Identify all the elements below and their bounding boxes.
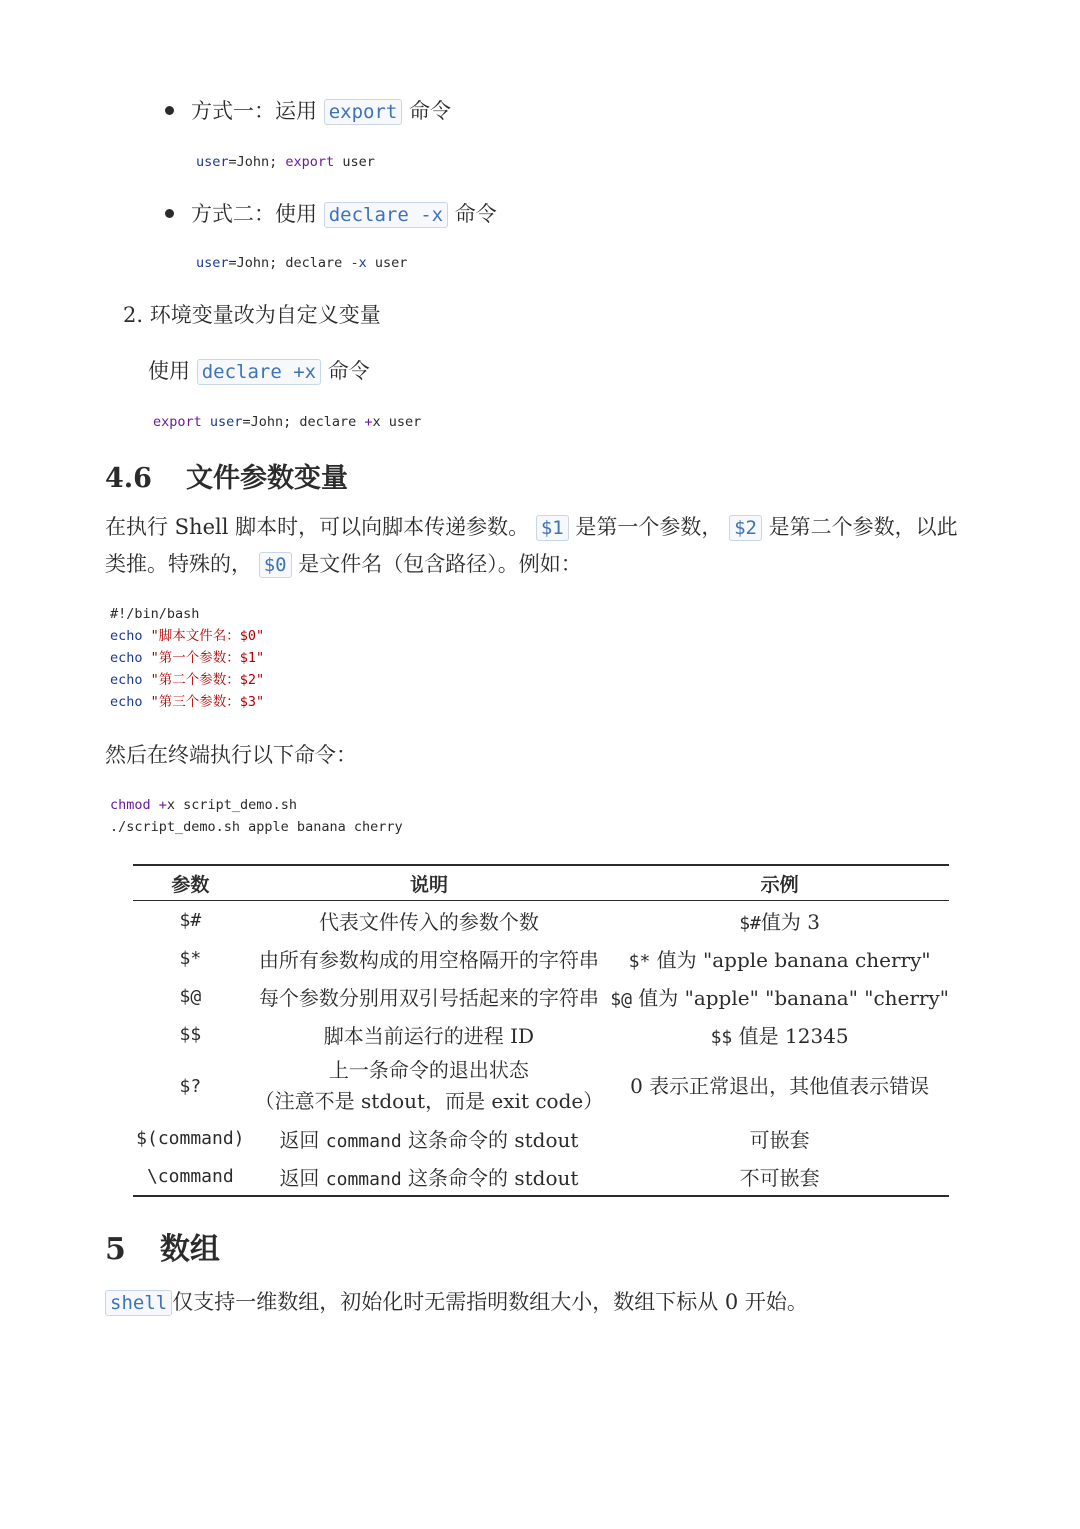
code-token: user [334,154,375,170]
bullet-dot [165,106,174,115]
code-token: -x [350,255,367,271]
line-suffix: 命令 [327,359,370,383]
code-token: + [150,797,167,813]
section-title: 文件参数变量 [185,463,348,494]
desc-cell: 脚本当前运行的进程 ID [323,1023,535,1048]
parameter-table [133,864,949,1197]
desc-cell: 代表文件传入的参数个数 [318,909,539,934]
code-token: user [196,255,229,271]
code-token: =John; [228,154,286,170]
code-token: echo [110,672,143,688]
example-cell: 可嵌套 [749,1127,810,1152]
example-cell: 0 表示正常退出，其他值表示错误 [630,1073,930,1098]
desc-code: command [325,1130,402,1152]
script-code-block [110,603,264,713]
desc-code: command [325,1168,402,1190]
param-cell: $(command) [136,1127,245,1149]
para-text: 仅支持一维数组，初始化时无需指明数组大小，数组下标从 0 开始。 [172,1290,808,1314]
chapter-title: 数组 [159,1232,220,1267]
code-string: "第一个参数：$1" [150,650,265,666]
code-token: =John; declare [242,414,365,430]
env-to-custom-code-block [153,411,421,433]
param-cell: $? [179,1075,202,1097]
code-token: chmod [110,797,151,813]
example-cell [610,901,949,940]
para-text: 类推。特殊的， [105,552,252,576]
desc-text: 返回 [279,1165,326,1190]
dollar-0-code: $0 [259,552,292,578]
code-token [202,414,210,430]
code-token: echo [110,694,143,710]
code-line [110,625,264,647]
code-line [110,669,264,691]
param-cell: \command [133,1157,248,1196]
method2-prefix: 方式二：使用 [191,202,317,226]
declare-plus-line [148,356,370,387]
example-code: $# [739,912,761,934]
example-code: $$ [710,1026,733,1048]
column-header: 说明 [248,865,611,901]
code-token: user [366,255,408,271]
chapter-number: 5 [105,1232,126,1267]
desc-text: 这条命令的 stdout [401,1165,579,1190]
code-token: + [364,414,373,430]
example-cell: 不可嵌套 [610,1157,949,1196]
code-line: ./script_demo.sh apple banana cherry [110,819,403,835]
bullet-dot [165,209,174,218]
code-line [110,691,264,713]
code-token: x script_demo.sh [166,797,297,813]
example-cell [610,977,949,1015]
table-row [133,977,949,1015]
table-row [133,939,949,977]
array-paragraph [105,1287,808,1318]
example-cell [610,939,949,977]
table-header-row [133,865,949,901]
code-token: echo [110,650,143,666]
code-token: user [209,414,243,430]
column-header: 参数 [133,865,248,901]
desc-text: 这条命令的 stdout [401,1127,579,1152]
declare-x-code: declare -x [324,202,448,228]
example-text: 值为 "apple banana cherry" [650,947,931,972]
list-item-heading: 2. 环境变量改为自定义变量 [123,303,381,327]
dollar-2-code: $2 [729,515,762,541]
method2-line [191,199,497,230]
table-row [133,1157,949,1196]
export-code: export [324,99,403,125]
example-text: 值为 3 [760,909,820,934]
example-code: $* [628,950,651,972]
para-text: 是第一个参数， [575,515,723,539]
table-row [133,901,949,940]
method2-code-block [196,252,407,274]
code-token: x user [372,414,422,430]
declare-plus-x-code: declare +x [197,359,321,385]
desc-cell [248,1119,611,1157]
desc-text: 返回 [279,1127,326,1152]
code-string: "脚本文件名：$0" [150,628,265,644]
desc-cell: 由所有参数构成的用空格隔开的字符串 [258,947,599,972]
table-row [133,1119,949,1157]
code-token: echo [110,628,143,644]
method1-suffix: 命令 [409,99,452,123]
desc-cell [248,1053,611,1119]
code-token: export [285,154,335,170]
column-header: 示例 [610,865,949,901]
chapter-heading [105,1224,220,1268]
method1-line [191,96,451,127]
code-line [110,647,264,669]
code-line [110,794,403,816]
code-token: user [196,154,229,170]
run-code-block [110,794,403,838]
code-string: "第二个参数：$2" [150,672,265,688]
example-cell [610,1015,949,1053]
code-line: #!/bin/bash [110,606,200,622]
param-cell: $$ [179,1023,202,1045]
then-text: 然后在终端执行以下命令： [105,743,357,767]
section-number: 4.6 [105,463,152,494]
method2-suffix: 命令 [454,202,497,226]
example-text: 值为 "apple" "banana" "cherry" [631,985,949,1010]
para-text: 是第二个参数，以此 [768,515,958,539]
table-row [133,1053,949,1119]
example-text: 值是 12345 [732,1023,849,1048]
desc-line: （注意不是 stdout，而是 exit code） [254,1089,604,1113]
code-string: "第三个参数：$3" [150,694,265,710]
desc-cell [248,1157,611,1196]
param-cell: $* [179,947,202,969]
paragraph-line [105,512,958,543]
desc-line: 上一条命令的退出状态 [328,1058,529,1082]
para-text: 在执行 Shell 脚本时，可以向脚本传递参数。 [105,515,530,539]
param-cell: $@ [179,985,202,1007]
line-prefix: 使用 [148,359,190,383]
code-token: export [153,414,202,430]
dollar-1-code: $1 [536,515,569,541]
shell-code: shell [105,1290,172,1316]
method1-prefix: 方式一：运用 [191,99,317,123]
example-code: $@ [610,988,632,1010]
table-row [133,1015,949,1053]
section-heading [105,456,348,495]
desc-cell: 每个参数分别用双引号括起来的字符串 [258,985,599,1010]
code-token: =John; declare [228,255,351,271]
method1-code-block [196,151,375,173]
paragraph-line [105,549,582,580]
param-cell: $# [179,909,202,931]
para-text: 是文件名（包含路径）。例如： [298,552,582,576]
